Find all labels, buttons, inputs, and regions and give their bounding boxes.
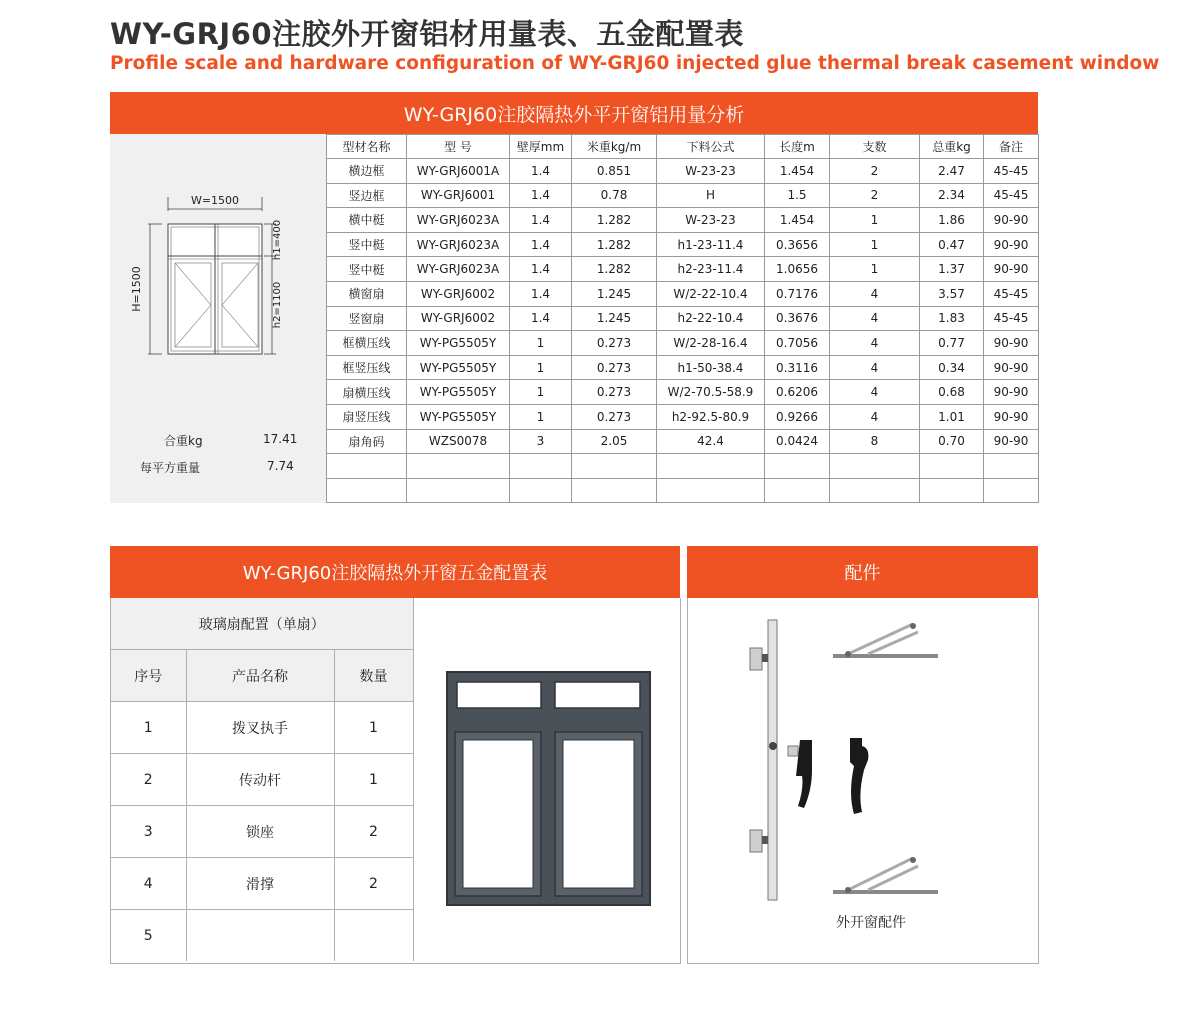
table-cell bbox=[920, 454, 984, 479]
table-cell: 0.3676 bbox=[765, 306, 830, 331]
table-cell: WY-GRJ6002 bbox=[407, 306, 510, 331]
table-cell: 竖中梃 bbox=[327, 232, 407, 257]
table-cell: 1.4 bbox=[510, 159, 572, 184]
table-cell: 竖窗扇 bbox=[327, 306, 407, 331]
table-cell: WY-PG5505Y bbox=[407, 404, 510, 429]
table-cell: 3.57 bbox=[920, 281, 984, 306]
table-cell: 4 bbox=[830, 404, 920, 429]
table-row bbox=[327, 355, 1039, 380]
table-cell bbox=[984, 478, 1039, 503]
table-cell bbox=[572, 478, 657, 503]
table-cell: 90-90 bbox=[984, 380, 1039, 405]
table-cell: WY-GRJ6023A bbox=[407, 232, 510, 257]
table-cell: W/2-22-10.4 bbox=[657, 281, 765, 306]
table-cell: 1.4 bbox=[510, 183, 572, 208]
table-cell: h1-50-38.4 bbox=[657, 355, 765, 380]
table-cell: 1.282 bbox=[572, 257, 657, 282]
table-cell bbox=[984, 454, 1039, 479]
table-cell: 1 bbox=[334, 702, 413, 754]
per-sqm-weight-value: 7.74 bbox=[267, 459, 294, 473]
window-photo bbox=[447, 672, 650, 905]
table-row bbox=[327, 306, 1039, 331]
table-cell bbox=[334, 910, 413, 962]
table-row bbox=[327, 404, 1039, 429]
table-cell: 1 bbox=[111, 702, 186, 754]
table-cell: 扇横压线 bbox=[327, 380, 407, 405]
table-cell: 0.7176 bbox=[765, 281, 830, 306]
column-header: 总重kg bbox=[920, 135, 984, 159]
table-cell: 0.6206 bbox=[765, 380, 830, 405]
table-cell: 扇竖压线 bbox=[327, 404, 407, 429]
table-cell: WY-GRJ6001A bbox=[407, 159, 510, 184]
table-cell: 1.245 bbox=[572, 306, 657, 331]
hardware-table-header-row bbox=[111, 650, 413, 702]
table-cell: h1-23-11.4 bbox=[657, 232, 765, 257]
table-cell bbox=[327, 454, 407, 479]
h2-dimension-label: h2=1100 bbox=[272, 281, 283, 329]
table-cell: H bbox=[657, 183, 765, 208]
column-header: 长度m bbox=[765, 135, 830, 159]
table-cell: 4 bbox=[830, 331, 920, 356]
table-cell: 2 bbox=[830, 159, 920, 184]
table-cell bbox=[186, 910, 334, 962]
table-cell bbox=[830, 454, 920, 479]
table-cell: 0.273 bbox=[572, 380, 657, 405]
table-row bbox=[327, 232, 1039, 257]
table-cell: 1.4 bbox=[510, 281, 572, 306]
table-cell: 0.273 bbox=[572, 404, 657, 429]
hardware-config-panel bbox=[110, 598, 681, 964]
table-cell: 0.3116 bbox=[765, 355, 830, 380]
table-row bbox=[327, 208, 1039, 233]
table-cell: 1.01 bbox=[920, 404, 984, 429]
table-cell: WY-PG5505Y bbox=[407, 380, 510, 405]
table-cell: W/2-70.5-58.9 bbox=[657, 380, 765, 405]
table-cell: 0.34 bbox=[920, 355, 984, 380]
table-cell: 0.273 bbox=[572, 331, 657, 356]
table-cell: 1.282 bbox=[572, 232, 657, 257]
table-cell: 1.454 bbox=[765, 159, 830, 184]
table-cell: 2 bbox=[334, 806, 413, 858]
table-row bbox=[327, 281, 1039, 306]
table-cell: 2.05 bbox=[572, 429, 657, 454]
table-row bbox=[111, 754, 413, 806]
table-cell: 扇角码 bbox=[327, 429, 407, 454]
table-cell: 2 bbox=[334, 858, 413, 910]
column-header: 下料公式 bbox=[657, 135, 765, 159]
table-cell: 锁座 bbox=[186, 806, 334, 858]
table-cell: 42.4 bbox=[657, 429, 765, 454]
table-cell: 0.9266 bbox=[765, 404, 830, 429]
table-cell: 2 bbox=[830, 183, 920, 208]
column-header: 壁厚mm bbox=[510, 135, 572, 159]
profile-usage-table bbox=[326, 134, 1039, 503]
table-cell: WY-PG5505Y bbox=[407, 331, 510, 356]
table-cell: 竖中梃 bbox=[327, 257, 407, 282]
column-header: 米重kg/m bbox=[572, 135, 657, 159]
table-cell bbox=[830, 478, 920, 503]
table-row bbox=[327, 159, 1039, 184]
table-cell: WY-GRJ6001 bbox=[407, 183, 510, 208]
h1-dimension-label: h1=400 bbox=[272, 219, 283, 261]
table-cell: 横中梃 bbox=[327, 208, 407, 233]
table-cell: 90-90 bbox=[984, 404, 1039, 429]
table-cell: 90-90 bbox=[984, 429, 1039, 454]
table-cell: 90-90 bbox=[984, 232, 1039, 257]
table-cell: 0.851 bbox=[572, 159, 657, 184]
table-cell: 0.273 bbox=[572, 355, 657, 380]
table-row bbox=[111, 702, 413, 754]
table-cell: 0.68 bbox=[920, 380, 984, 405]
table-cell: 1.4 bbox=[510, 232, 572, 257]
table-cell: h2-23-11.4 bbox=[657, 257, 765, 282]
profile-section-header: WY-GRJ60注胶隔热外平开窗铝用量分析 bbox=[110, 92, 1038, 134]
parts-caption: 外开窗配件 bbox=[836, 915, 906, 931]
table-cell: WY-GRJ6023A bbox=[407, 257, 510, 282]
table-cell: 1.4 bbox=[510, 306, 572, 331]
table-cell bbox=[510, 478, 572, 503]
table-cell: 框横压线 bbox=[327, 331, 407, 356]
table-cell: 传动杆 bbox=[186, 754, 334, 806]
table-cell: 1.0656 bbox=[765, 257, 830, 282]
column-header: 数量 bbox=[334, 650, 413, 702]
hardware-config-table bbox=[111, 598, 414, 961]
parts-section-header: 配件 bbox=[687, 546, 1038, 598]
table-cell: 4 bbox=[830, 306, 920, 331]
total-weight-label: 合重kg bbox=[164, 434, 203, 448]
table-cell: 框竖压线 bbox=[327, 355, 407, 380]
table-cell bbox=[407, 478, 510, 503]
table-cell: 0.47 bbox=[920, 232, 984, 257]
width-dimension-label: W=1500 bbox=[190, 194, 240, 207]
table-cell: 1 bbox=[510, 380, 572, 405]
table-cell: 1 bbox=[510, 331, 572, 356]
table-cell: 1 bbox=[510, 404, 572, 429]
table-cell: WY-PG5505Y bbox=[407, 355, 510, 380]
column-header: 备注 bbox=[984, 135, 1039, 159]
table-cell: 3 bbox=[510, 429, 572, 454]
table-cell: 45-45 bbox=[984, 281, 1039, 306]
table-cell: 竖边框 bbox=[327, 183, 407, 208]
table-cell bbox=[920, 478, 984, 503]
table-cell: 1.83 bbox=[920, 306, 984, 331]
table-cell: 90-90 bbox=[984, 208, 1039, 233]
table-cell: 2.47 bbox=[920, 159, 984, 184]
table-cell: W/2-28-16.4 bbox=[657, 331, 765, 356]
table-cell: 拨叉执手 bbox=[186, 702, 334, 754]
table-cell: W-23-23 bbox=[657, 208, 765, 233]
hardware-parts-illustration bbox=[738, 618, 988, 908]
table-cell: 0.3656 bbox=[765, 232, 830, 257]
table-cell: 0.70 bbox=[920, 429, 984, 454]
table-row bbox=[327, 331, 1039, 356]
column-header: 型 号 bbox=[407, 135, 510, 159]
table-row bbox=[327, 257, 1039, 282]
table-cell: 0.77 bbox=[920, 331, 984, 356]
profile-table-header-row bbox=[327, 135, 1039, 159]
column-header: 产品名称 bbox=[186, 650, 334, 702]
hardware-section-header: WY-GRJ60注胶隔热外开窗五金配置表 bbox=[110, 546, 680, 598]
table-cell: 0.0424 bbox=[765, 429, 830, 454]
table-cell bbox=[657, 454, 765, 479]
table-row bbox=[111, 858, 413, 910]
table-cell: 1.5 bbox=[765, 183, 830, 208]
table-cell: 45-45 bbox=[984, 306, 1039, 331]
page-subtitle: Profile scale and hardware configuration of WY-GRJ60 injected glue thermal break casement window bbox=[110, 53, 1160, 74]
table-cell: 2 bbox=[111, 754, 186, 806]
table-cell bbox=[407, 454, 510, 479]
table-cell: 0.78 bbox=[572, 183, 657, 208]
table-row bbox=[327, 429, 1039, 454]
table-cell: WZS0078 bbox=[407, 429, 510, 454]
table-cell: 45-45 bbox=[984, 159, 1039, 184]
table-row bbox=[111, 910, 413, 962]
table-row bbox=[327, 380, 1039, 405]
table-cell: 1.245 bbox=[572, 281, 657, 306]
table-cell: 1 bbox=[830, 257, 920, 282]
table-cell: W-23-23 bbox=[657, 159, 765, 184]
table-cell: 1 bbox=[830, 232, 920, 257]
column-header: 型材名称 bbox=[327, 135, 407, 159]
table-cell: 1.454 bbox=[765, 208, 830, 233]
hardware-config-title: 玻璃扇配置（单扇） bbox=[111, 598, 413, 650]
table-cell: 横窗扇 bbox=[327, 281, 407, 306]
table-cell: 8 bbox=[830, 429, 920, 454]
page-title: WY-GRJ60注胶外开窗铝材用量表、五金配置表 bbox=[110, 17, 745, 51]
table-cell: 2.34 bbox=[920, 183, 984, 208]
table-cell: 3 bbox=[111, 806, 186, 858]
table-cell bbox=[765, 454, 830, 479]
table-cell: 横边框 bbox=[327, 159, 407, 184]
table-cell: 1 bbox=[510, 355, 572, 380]
table-cell: 滑撑 bbox=[186, 858, 334, 910]
table-cell bbox=[510, 454, 572, 479]
table-cell: 4 bbox=[830, 281, 920, 306]
table-cell: 4 bbox=[830, 380, 920, 405]
table-cell: 1 bbox=[830, 208, 920, 233]
table-cell: 1.86 bbox=[920, 208, 984, 233]
table-row bbox=[111, 806, 413, 858]
table-cell: 0.7056 bbox=[765, 331, 830, 356]
table-cell: 1.4 bbox=[510, 208, 572, 233]
table-cell bbox=[765, 478, 830, 503]
column-header: 序号 bbox=[111, 650, 186, 702]
table-row bbox=[327, 183, 1039, 208]
window-dimension-drawing bbox=[130, 189, 283, 359]
table-cell: 90-90 bbox=[984, 331, 1039, 356]
parts-panel bbox=[687, 598, 1039, 964]
table-cell: 45-45 bbox=[984, 183, 1039, 208]
table-row bbox=[327, 478, 1039, 503]
table-cell: 4 bbox=[830, 355, 920, 380]
total-weight-value: 17.41 bbox=[263, 432, 298, 446]
table-cell: WY-GRJ6023A bbox=[407, 208, 510, 233]
table-cell: 1 bbox=[334, 754, 413, 806]
table-cell: 5 bbox=[111, 910, 186, 962]
per-sqm-weight-label: 每平方重量 bbox=[140, 461, 201, 475]
table-cell: 1.37 bbox=[920, 257, 984, 282]
table-cell bbox=[572, 454, 657, 479]
column-header: 支数 bbox=[830, 135, 920, 159]
window-drawing-panel bbox=[110, 134, 326, 503]
table-cell: 1.282 bbox=[572, 208, 657, 233]
table-cell: 1.4 bbox=[510, 257, 572, 282]
table-cell: 90-90 bbox=[984, 355, 1039, 380]
table-cell: 4 bbox=[111, 858, 186, 910]
table-cell: WY-GRJ6002 bbox=[407, 281, 510, 306]
table-cell: h2-22-10.4 bbox=[657, 306, 765, 331]
height-dimension-label: H=1500 bbox=[130, 266, 143, 312]
table-cell: 90-90 bbox=[984, 257, 1039, 282]
table-cell bbox=[657, 478, 765, 503]
table-row bbox=[327, 454, 1039, 479]
table-cell bbox=[327, 478, 407, 503]
table-cell: h2-92.5-80.9 bbox=[657, 404, 765, 429]
